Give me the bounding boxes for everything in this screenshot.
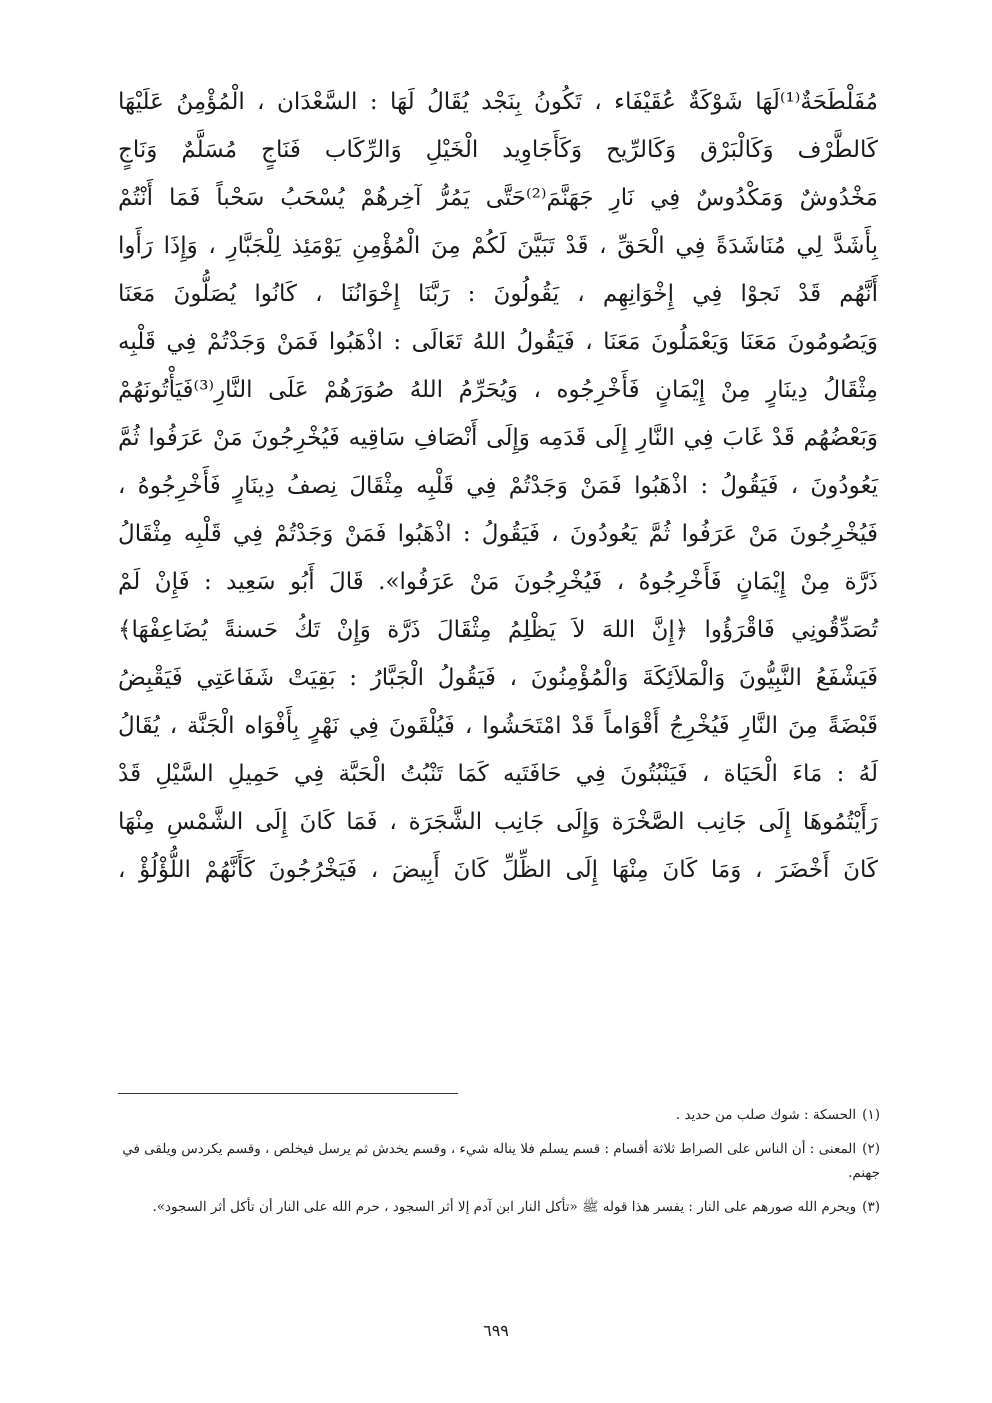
footnote-number: (٢) [862,1141,880,1157]
footnote-text: ويحرم الله صورهم على النار : يفسر هذا قوله ﷺ «تأكل النار ابن آدم إلا أثر السجود ، حرم الله على النار أن تأكل أثر السجود». [152,1199,857,1215]
text-line: كَالطَّرْف وَكَالْبَرْق وَكَالرِّيح وَكَأَجَاوِيد الْخَيْلِ وَالرِّكَاب فَنَاجٍ مُسَلَّمٌ وَنَاجٍ [118,137,878,163]
footnote-separator [118,1093,458,1094]
text-line: أَنَّهُم قَدْ نَجوْا فِي إِخْوَانِهِم ، يَقُولُونَ : رَبَّنَا إِخْوَانُنَا ، كَانُوا يُصَلُّونَ مَعَنَا [118,281,878,307]
text-line: قَبْضَةً مِنَ النَّارِ فَيُخْرِجُ أَقْوَاماً قَدْ امْتَحَشُوا ، فَيُلْقَونَ فِي نَهْرٍ بِأَفْوَاه الْجَنَّة ، يُقَالُ [118,713,878,739]
text-line: وَيَصُومُونَ مَعَنَا وَيَعْمَلُونَ مَعَنَا ، فَيَقُولُ اللهُ تَعَالَى : اذْهَبُوا فَمَنْ وَجَدْتُمْ فِي قَلْبِه [118,329,878,355]
footnote-3 [100,1195,880,1219]
footnote-1 [100,1103,880,1127]
footnote-number: (٣) [862,1199,880,1215]
text-line: مَخْدُوشٌ وَمَكْدُوسٌ فِي نَارِ جَهَنَّمَ⁽²⁾حَتَّى يَمُرُّ آخِرهُمْ يُسْحَبُ سَحْباً فَمَا أَنْتُمْ [118,185,878,211]
text-line: فَيَشْفَعُ النَّبِيُّونَ وَالْمَلاَئِكَةَ وَالْمُؤْمِنُونَ ، فَيَقُولُ الْجَبَّارُ : بَقِيَتْ شَفَاعَتِي فَيَقْبِضُ [118,665,878,691]
main-text [118,78,878,894]
text-line: بِأَشَدَّ لِي مُنَاشَدَةً فِي الْحَقِّ ، قَدْ تَبَيَّنَ لَكُمْ مِنَ الْمُؤْمِنِ يَوْمَئِذ لِلْجَبَّارِ ، وَإِذَا رَأَوا [118,233,878,259]
text-line: رَأَيْتُمُوهَا إِلَى جَانِب الصَّخْرَة وَإِلَى جَانِب الشَّجَرَة ، فَمَا كَانَ إِلَى الشَّمْسِ مِنْهَا [118,809,878,835]
text-line: يَعُودُونَ ، فَيَقُولُ : اذْهَبُوا فَمَنْ وَجَدْتُمْ فِي قَلْبِه مِثْقَالَ نِصفُ دِينَارٍ فَأَخْرِجُوهُ ، [118,473,878,499]
footnote-text: المعنى : أن الناس على الصراط ثلاثة أقسام : قسم يسلم فلا يناله شيء ، وقسم يخدش ثم يرسل فيخلص ، وقسم يكردس ويلقى في جهنم. [122,1141,880,1181]
text-line: مِثْقَالُ دِينَارٍ مِنْ إِيْمَانٍ فَأَخْرِجُوه ، وَيُحَرِّمُ اللهُ صُوَرَهُمْ عَلَى النَّارِ⁽³⁾فَيَأْتُونَهُمْ [118,377,878,403]
text-line: فَيُخْرِجُونَ مَنْ عَرَفُوا ثُمَّ يَعُودُونَ ، فَيَقُولُ : اذْهَبُوا فَمَنْ وَجَدْتُمْ فِي قَلْبِه مِثْقَالُ [118,521,878,547]
text-line: وَبَعْضُهُم قَدْ غَابَ فِي النَّارِ إِلَى قَدَمِه وَإِلَى أَنْصَافِ سَاقِيه فَيُخْرِجُونَ مَنْ عَرَفُوا ثُمَّ [118,425,878,451]
text-line: ذَرَّة مِنْ إِيْمَانٍ فَأَخْرِجُوهُ ، فَيُخْرِجُونَ مَنْ عَرَفُوا». قَالَ أَبُو سَعِيد : فَإِنْ لَمْ [118,569,878,595]
footnotes [100,1103,880,1229]
text-line: لَهُ : مَاءَ الْحَيَاة ، فَيَنْبُتُونَ فِي حَافَتَيه كَمَا تَنْبُتُ الْحَبَّة فِي حَمِيلِ السَّيْلِ قَدْ [118,761,878,787]
footnote-text: الحسكة : شوك صلب من حديد . [675,1107,857,1123]
text-line: كَانَ أَخْضَرَ ، وَمَا كَانَ مِنْهَا إِلَى الظِّلِّ كَانَ أَبِيضَ ، فَيَخْرُجُونَ كَأَنَّهُمْ اللُّؤْلُؤْ ، [118,857,878,883]
footnote-2 [100,1137,880,1185]
text-line: تُصَدِّقُونِي فَاقْرَؤُوا ﴿إِنَّ اللهَ لاَ يَظْلِمُ مِثْقَالَ ذَرَّة وَإِنْ تَكُ حَسنةً يُضَاعِفْهَا﴾ [118,617,878,643]
footnote-number: (١) [862,1107,880,1123]
text-line: مُفَلْطَحَةٌ⁽¹⁾لَهَا شَوْكَةٌ عُقَيْفَاء ، تَكُونُ بِنَجْد يُقَالُ لَهَا : السَّعْدَان ، الْمُؤْمِنُ عَلَيْهَا [118,89,878,115]
page-number: ٦٩٩ [483,1321,509,1340]
